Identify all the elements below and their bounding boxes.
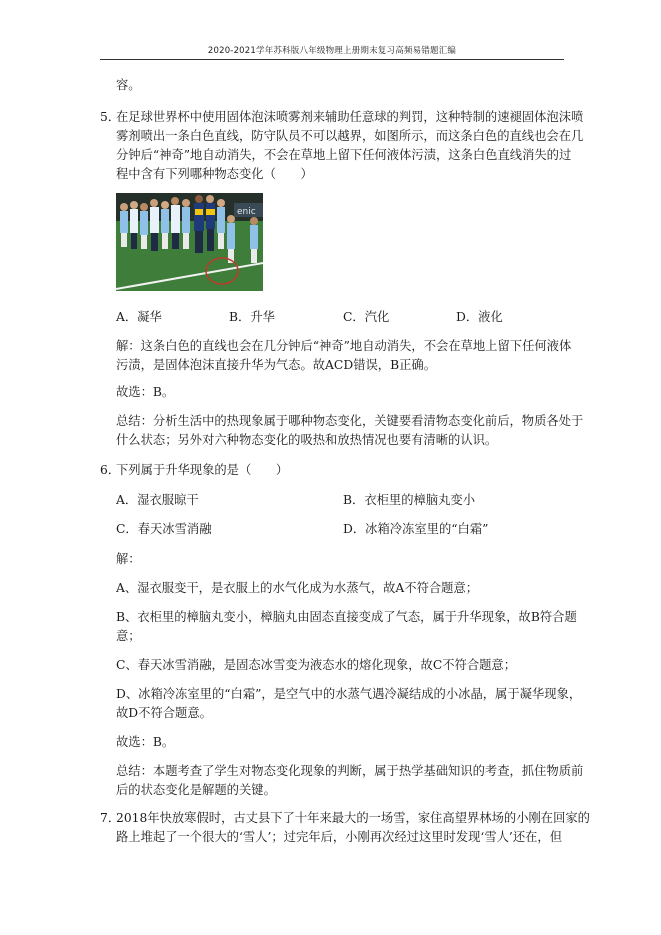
q5-option-d: D．液化	[456, 310, 503, 324]
q5-number: 5．	[100, 110, 121, 124]
q6-option-c: C．春天冰雪消融	[116, 522, 212, 536]
q6-analysis-d-1: D、冰箱冷冻室里的“白霜”，是空气中的水蒸气遇冷凝结成的小冰晶，属于凝华现象，	[116, 687, 582, 701]
q6-answer: 故选：B。	[116, 735, 175, 749]
header-rule	[100, 59, 564, 60]
q5-summary-1: 总结：分析生活中的热现象属于哪种物态变化，关键要看清物态变化前后，物质各处于	[116, 414, 584, 428]
svg-text:enic: enic	[237, 207, 256, 217]
page-header: 2020-2021学年苏科版八年级物理上册期末复习高频易错题汇编	[207, 46, 457, 56]
q6-solution-label: 解：	[116, 552, 141, 566]
q6-number: 6．	[100, 463, 121, 477]
q6-option-d: D．冰箱冷冻室里的“白霜”	[343, 522, 489, 536]
q7-line-1: 2018年快放寒假时，古丈县下了十年来最大的一场雪，家住高望界林场的小刚在回家的	[116, 811, 590, 825]
q6-option-a: A．湿衣服晾干	[116, 493, 199, 507]
soccer-photo	[116, 193, 263, 291]
q5-solution-2: 污渍，是固体泡沫直接升华为气态。故ACD错误，B正确。	[116, 358, 437, 372]
q5-solution-1: 解：这条白色的直线也会在几分钟后“神奇”地自动消失，不会在草地上留下任何液体	[116, 339, 572, 353]
q6-analysis-c: C、春天冰雪消融，是固态冰雪变为液态水的熔化现象，故C不符合题意；	[116, 658, 517, 672]
q5-answer: 故选：B。	[116, 385, 175, 399]
q6-stem: 下列属于升华现象的是（ ）	[116, 463, 289, 477]
q5-option-b: B．升华	[229, 310, 275, 324]
q5-line-3: 分钟后“神奇”地自动消失，不会在草地上留下任何液体污渍，这条白色直线消失的过	[116, 148, 572, 162]
q6-summary-2: 后的状态变化是解题的关键。	[116, 783, 276, 797]
q5-option-c: C．汽化	[343, 310, 390, 324]
q6-analysis-b-1: B、衣柜里的樟脑丸变小，樟脑丸由固态直接变成了气态，属于升华现象，故B符合题	[116, 610, 577, 624]
q5-summary-2: 什么状态；另外对六种物态变化的吸热和放热情况也要有清晰的认识。	[116, 433, 498, 447]
q5-line-2: 雾剂喷出一条白色直线，防守队员不可以越界，如图所示，而这条白色的直线也会在几	[116, 129, 584, 143]
intro-tail: 容。	[116, 78, 141, 92]
q7-number: 7．	[100, 811, 121, 825]
q6-analysis-a: A、湿衣服变干，是衣服上的水气化成为水蒸气，故A不符合题意；	[116, 581, 479, 595]
q7-line-2: 路上堆起了一个很大的‘雪人’；过完年后，小刚再次经过这里时发现‘雪人’还在，但	[116, 830, 563, 844]
q5-line-4: 程中含有下列哪种物态变化（ ）	[116, 167, 313, 181]
q5-line-1: 在足球世界杯中使用固体泡沫喷雾剂来辅助任意球的判罚，这种特制的速褪固体泡沫喷	[116, 110, 584, 124]
q6-analysis-b-2: 意；	[116, 629, 141, 643]
q6-summary-1: 总结：本题考查了学生对物态变化现象的判断，属于热学基础知识的考查，抓住物质前	[116, 764, 584, 778]
q6-option-b: B．衣柜里的樟脑丸变小	[343, 493, 476, 507]
q6-analysis-d-2: 故D不符合题意。	[116, 706, 212, 720]
q5-option-a: A．凝华	[116, 310, 162, 324]
